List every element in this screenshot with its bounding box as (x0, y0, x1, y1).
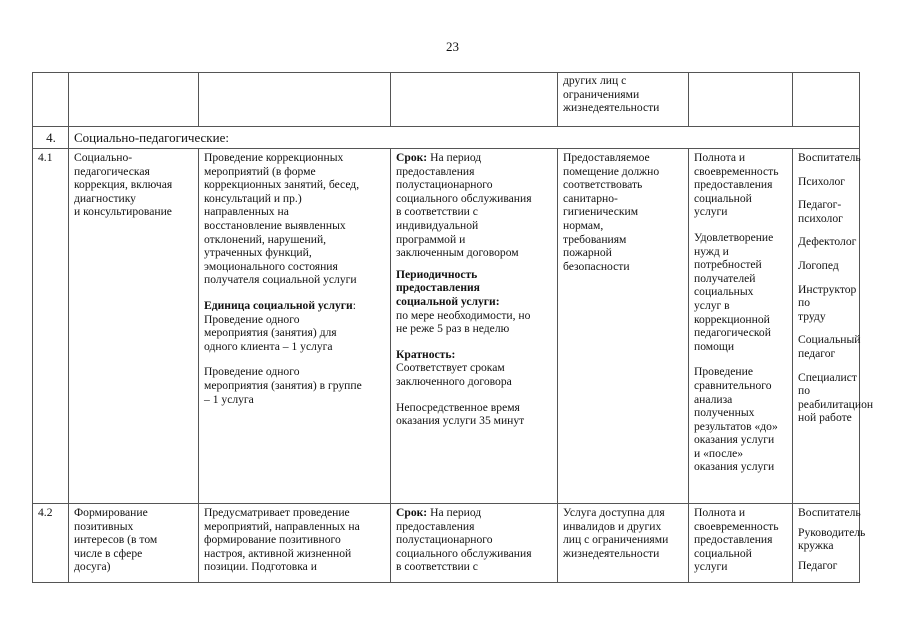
service-conditions (558, 149, 689, 504)
staff-item: Инструктор по труду (798, 282, 857, 323)
staff-item: Руководитель кружка (798, 525, 866, 553)
table-row (33, 149, 860, 504)
service-timing (391, 504, 558, 583)
page-number: 23 (446, 39, 459, 54)
term-text: На период предоставления полустационарного социального обслуживания в соответствии с (396, 506, 532, 574)
mult-label: Кратность: (396, 347, 456, 361)
cell-conditions (558, 73, 689, 127)
cell-description (199, 73, 391, 127)
unit-text: Проведение одного мероприятия (занятия) для одного клиента – 1 услуга (204, 312, 337, 353)
conditions-text: Услуга доступна для инвалидов и других лиц с ограничениями жизнедеятельности (563, 506, 669, 560)
table-row (33, 504, 860, 583)
unit-label: Единица социальной услуги (204, 298, 353, 312)
term-block (396, 151, 553, 260)
service-name (69, 149, 199, 504)
period-label: Периодичность предоставления социальной услуги: (396, 267, 500, 308)
staff-item: Педагог (798, 558, 838, 572)
service-staff (793, 504, 866, 583)
cell-num (33, 73, 69, 127)
term-label: Срок: (396, 506, 428, 519)
row-number: 4.2 (33, 504, 69, 583)
description-text: Проведение коррекционных мероприятий (в форме коррекционных занятий, бесед, консультаций и пр.) направленных на восстановление выявленных отклонений, нарушений, утраченных функций, эмоционального состояния получателя социальной услуги (204, 151, 360, 287)
cell-timing (391, 73, 558, 127)
conditions-text: Предоставляемое помещение должно соответствовать санитарно- гигиеническим нормам, требованиям пожарной безопасности (563, 151, 660, 273)
section-row (33, 127, 860, 149)
service-description (199, 149, 391, 504)
service-description (199, 504, 391, 583)
section-number: 4. (33, 127, 69, 149)
description-text: Предусматривает проведение мероприятий, направленных на формирование позитивного настроя, активной жизненной позиции. Подготовка и (204, 506, 360, 574)
cell-name (69, 73, 199, 127)
staff-item: Социальный педагог (798, 333, 861, 360)
term-text: На период предоставления полустационарного социального обслуживания в соответствии с индивидуальной программой и заключенным договором (396, 151, 532, 260)
section-title: Социально-педагогические: (69, 127, 860, 149)
conditions-text: других лиц с ограничениями жизнедеятельности (563, 74, 660, 115)
quality-text: Полнота и своевременность предоставления социальной услуги (694, 506, 779, 574)
staff-item: Психолог (798, 174, 846, 188)
quality-text-3: Проведение сравнительного анализа полученных результатов «до» оказания услуги и «после» оказания услуги (694, 365, 778, 474)
cell-quality (689, 73, 793, 127)
term-label: Срок: (396, 151, 428, 164)
staff-item: Педагог- психолог (798, 198, 843, 225)
service-name-text: Социально- педагогическая коррекция, включая диагностику и консультирование (74, 151, 173, 219)
staff-item: Воспитатель (798, 151, 861, 164)
mult-text: Соответствует срокам заключенного договора (396, 361, 512, 388)
service-timing (391, 149, 558, 504)
period-text: по мере необходимости, но не реже 5 раз в неделю (396, 308, 531, 336)
unit-block (204, 299, 386, 313)
service-name (69, 504, 199, 583)
staff-item: Воспитатель (798, 506, 861, 519)
service-name-text: Формирование позитивных интересов (в том числе в сфере досуга) (74, 506, 158, 574)
staff-item: Дефектолог (798, 235, 857, 249)
duration-text: Непосредственное время оказания услуги 35 минут (396, 400, 525, 428)
services-table (32, 72, 874, 583)
period-block (396, 268, 553, 309)
staff-item: Специалист по реабилитацион ной работе (798, 370, 874, 425)
quality-text-2: Удовлетворение нужд и потребностей получателей социальных услуг в коррекционной педагогической помощи (694, 230, 774, 353)
term-block (396, 506, 553, 574)
service-quality (689, 504, 793, 583)
cell-staff (793, 73, 860, 127)
quality-text-1: Полнота и своевременность предоставления социальной услуги (694, 151, 779, 219)
staff-item: Логопед (798, 258, 839, 272)
unit-colon: : (352, 298, 356, 312)
table-row-continued (33, 73, 860, 127)
service-quality (689, 149, 793, 504)
group-text: Проведение одного мероприятия (занятия) в группе – 1 услуга (204, 365, 362, 406)
row-number: 4.1 (33, 149, 69, 504)
service-conditions (558, 504, 689, 583)
mult-block (396, 348, 553, 362)
service-staff (793, 149, 874, 504)
